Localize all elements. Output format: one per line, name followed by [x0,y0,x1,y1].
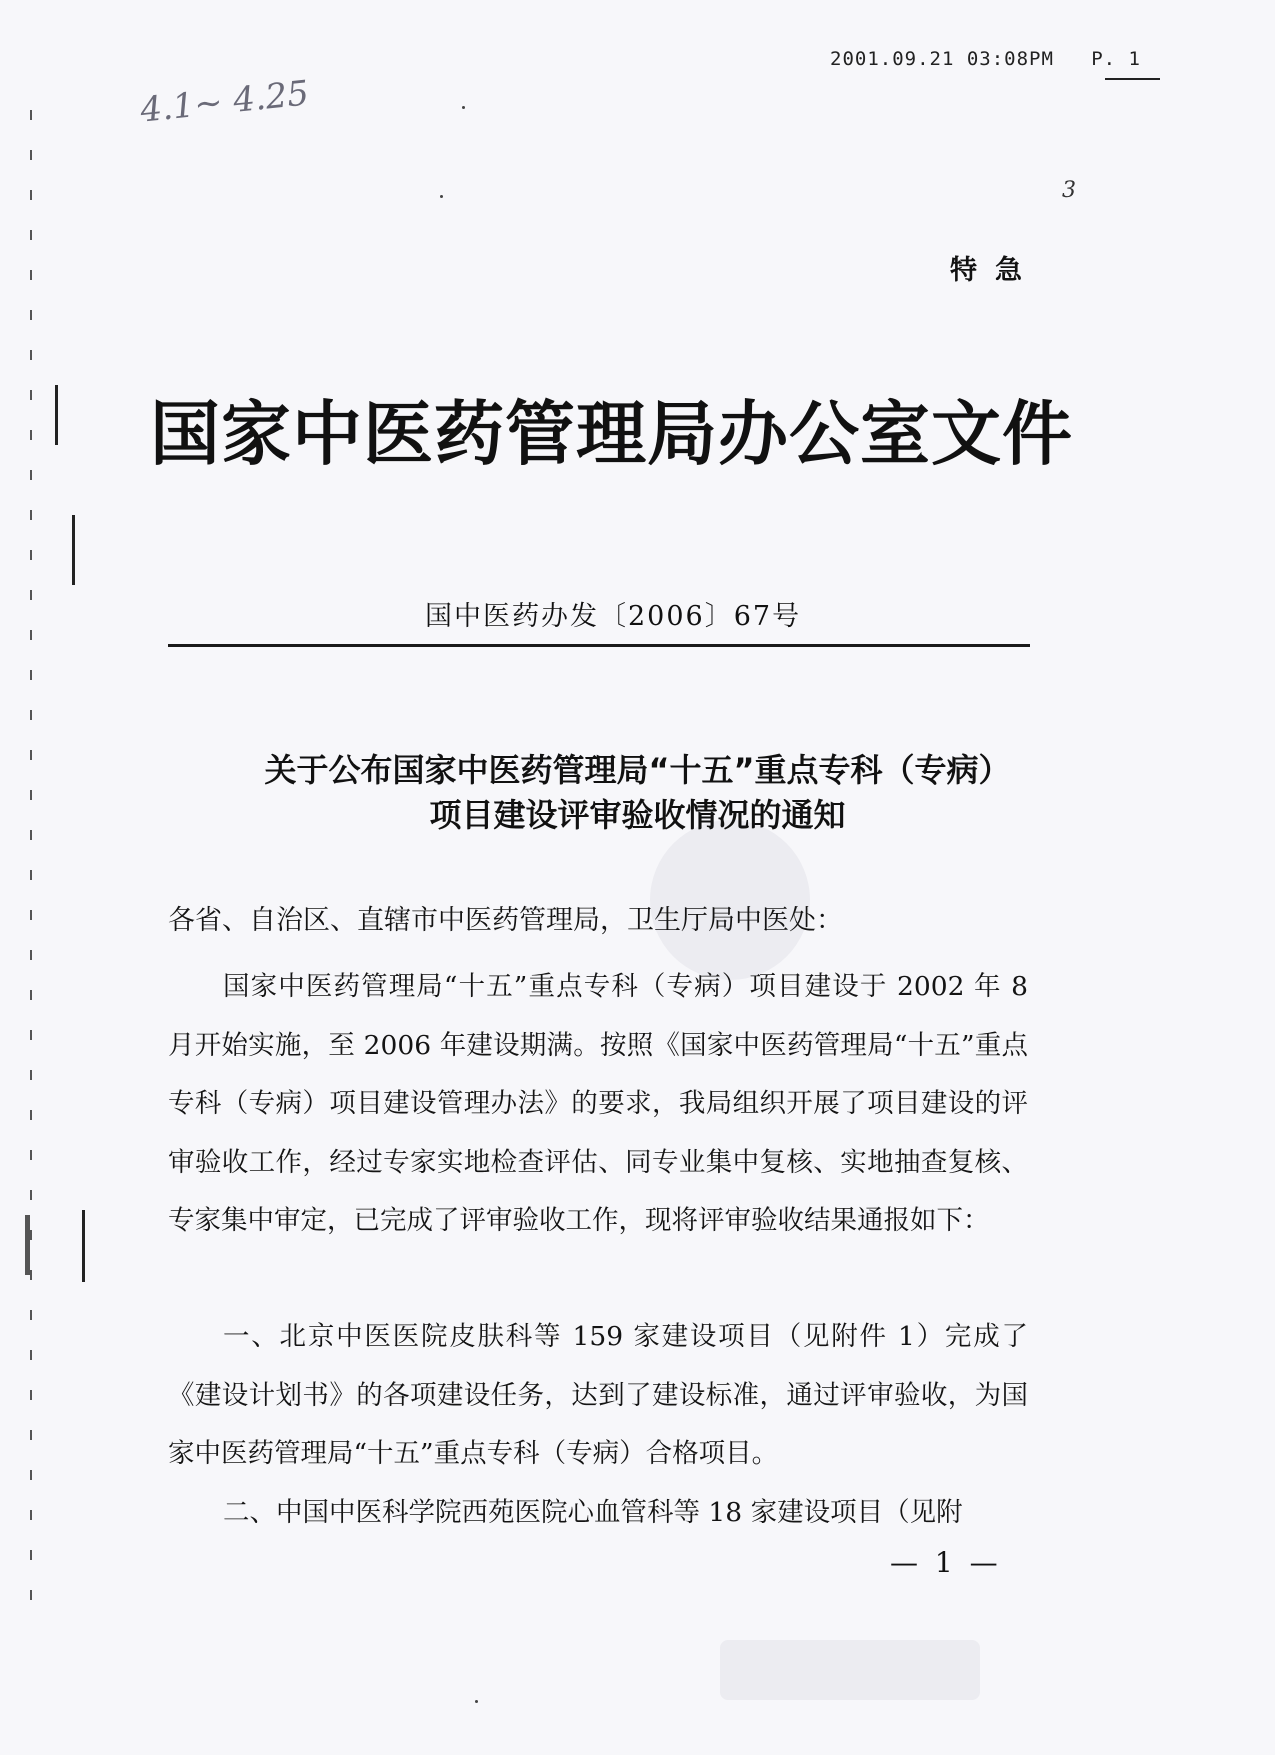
urgency-label: 特急 [950,255,1040,286]
body-paragraph [168,1308,1028,1484]
binding-dash-line [30,110,32,1610]
fax-datetime: 2001.09.21 03:08PM [830,48,1054,70]
notice-title-line2: 项目建设评审验收情况的通知 [429,796,846,834]
binding-mark [25,1215,30,1275]
fax-page-underline [1105,78,1160,80]
scan-speck [475,1700,478,1703]
header-divider [168,644,1030,647]
scan-speck [440,195,443,198]
page-number: — 1 — [890,1546,1002,1579]
body-paragraph [168,958,1028,1251]
paragraph-text: 国家中医药管理局“十五”重点专科（专病）项目建设于 2002 年 8 月开始实施，至 2006 年建设期满。按照《国家中医药管理局“十五”重点专科（专病）项目建设管理办法》的要求，我局组织开展了项目建设的评审验收工作，经过专家实地检查评估、同专业集中复核、实地抽查复核、专家集中审定，已完成了评审验收工作，现将评审验收结果通报如下： [168,971,1028,1236]
paragraph-text: 一、北京中医医院皮肤科等 159 家建设项目（见附件 1）完成了《建设计划书》的各项建设任务，达到了建设标准，通过评审验收，为国家中医药管理局“十五”重点专科（专病）合格项目。 [168,1321,1028,1469]
paragraph-text: 二、中国中医科学院西苑医院心血管科等 18 家建设项目（见附 [223,1497,963,1528]
handwritten-mark: 3 [1062,178,1076,203]
binding-mark [55,385,58,445]
scan-smudge [720,1640,980,1700]
handwritten-note: 4.1~ 4.25 [138,73,311,131]
fax-header [830,48,1141,70]
scan-speck [462,106,465,109]
doc-number: 国中医药办发〔2006〕67号 [425,601,802,632]
binding-mark [82,1210,85,1282]
salutation: 各省、自治区、直辖市中医药管理局，卫生厅局中医处： [168,905,843,936]
binding-mark [72,515,75,585]
org-title: 国家中医药管理局办公室文件 [150,393,1073,475]
body-paragraph [168,1484,1028,1543]
fax-page-label: P. 1 [1091,48,1141,70]
notice-title-line1: 关于公布国家中医药管理局“十五”重点专科（专病） [264,751,1011,789]
